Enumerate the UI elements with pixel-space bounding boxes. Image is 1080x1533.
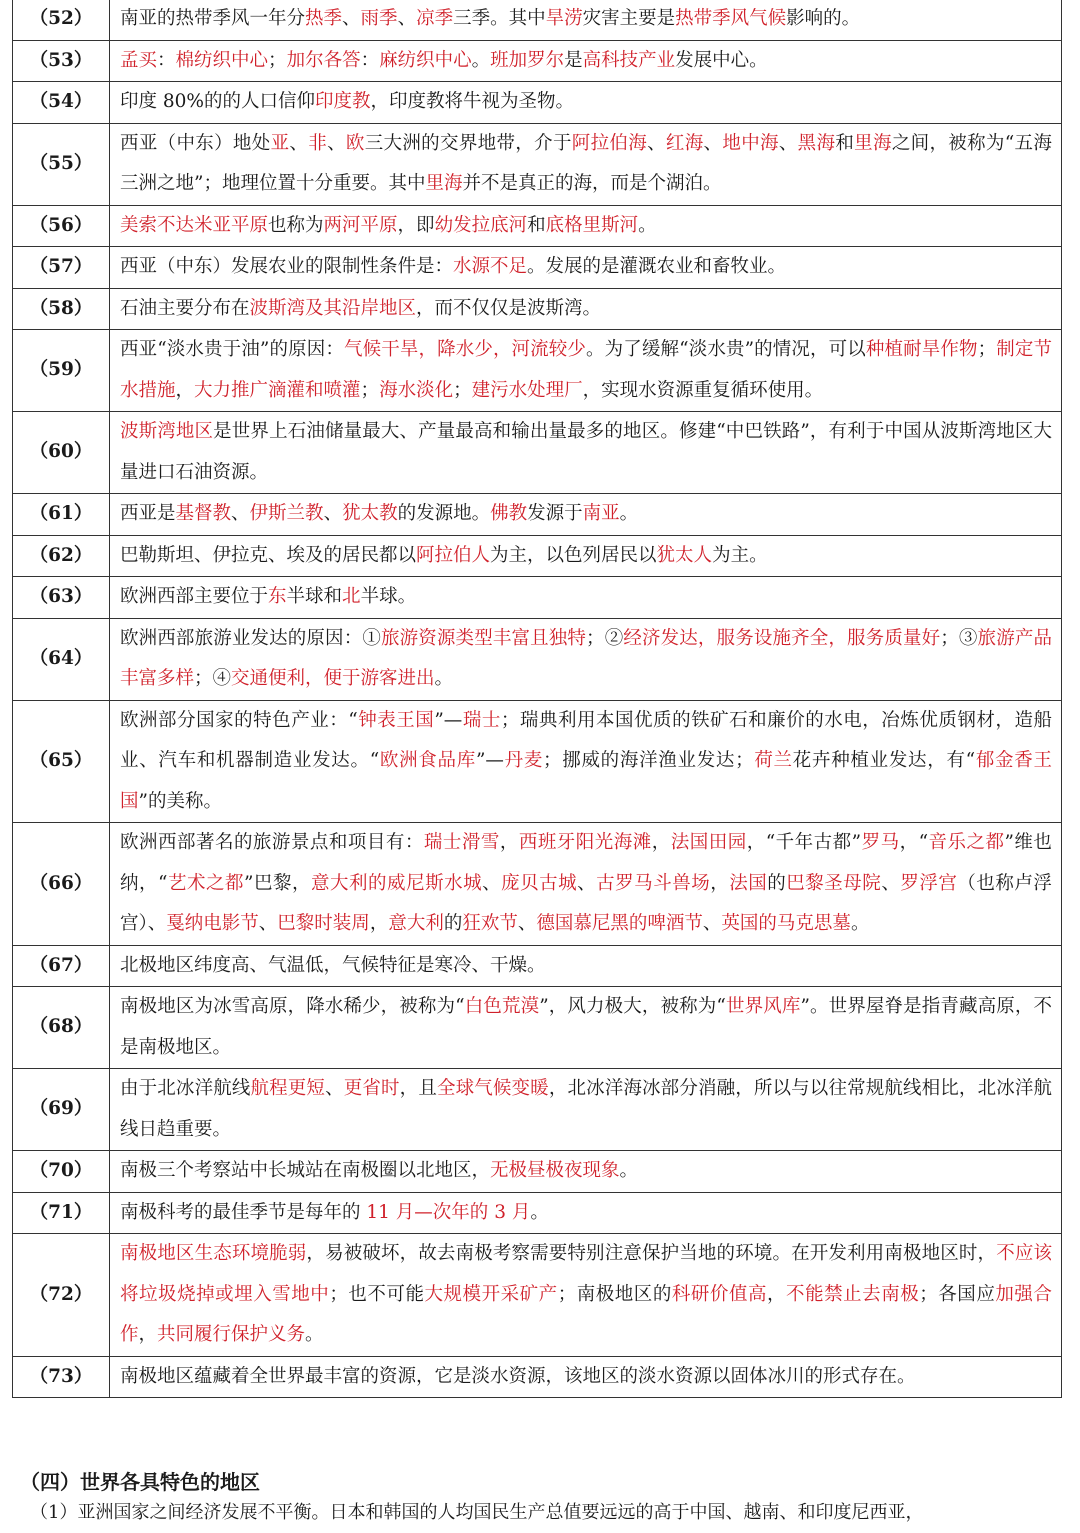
highlighted-term: 白色荒漠	[464, 996, 540, 1017]
note-text	[110, 823, 1062, 946]
note-text-segment: 、	[327, 132, 346, 154]
note-row	[13, 82, 1062, 124]
note-text-segment: ，	[499, 832, 519, 853]
note-text-segment: 。为了缓解“淡水贵”的情况，可以	[586, 339, 866, 360]
note-text-segment: 、	[258, 913, 278, 934]
note-text-segment: 。	[471, 49, 491, 71]
note-text-segment: 、	[482, 872, 502, 894]
note-text	[110, 1356, 1062, 1398]
highlighted-term: 瑞士	[462, 709, 501, 731]
note-row	[13, 205, 1062, 247]
note-number: （58）	[13, 288, 110, 330]
note-text	[110, 1192, 1062, 1234]
highlighted-term: 大规模开采矿产	[424, 1283, 558, 1305]
notes-table-body	[13, 0, 1062, 1398]
note-text-segment: 。	[850, 913, 870, 934]
note-text	[110, 494, 1062, 536]
note-text	[110, 40, 1062, 82]
note-text-segment: 南极地区蕴藏着全世界最丰富的资源，它是淡水资源，该地区的淡水资源以固体冰川的形式存在。	[120, 1365, 916, 1387]
note-text	[110, 288, 1062, 330]
note-number: （71）	[13, 1192, 110, 1234]
note-text-segment: ，北冰洋海冰部分消融，所以与以往常规航线相比，北冰洋航线日趋重要。	[120, 1078, 1052, 1140]
note-number: （53）	[13, 40, 110, 82]
highlighted-term: 丹麦	[503, 750, 544, 771]
highlighted-term: 德国慕尼黑的啤酒节	[536, 913, 703, 934]
highlighted-term: 棉纺织中心	[175, 49, 269, 71]
note-text-segment: 南极地区为冰雪高原，降水稀少，被称为“	[120, 996, 465, 1017]
highlighted-term: 狂欢节	[462, 913, 518, 934]
notes-sheet	[12, 0, 1062, 1398]
note-row	[13, 535, 1062, 577]
highlighted-term: 共同履行保护义务	[157, 1324, 306, 1345]
note-text-segment: 。	[305, 1324, 324, 1345]
note-text-segment: ”。世界屋脊是指青藏高原，不是南极地区。	[120, 996, 1052, 1058]
note-text-segment: 的	[767, 872, 787, 894]
note-text-segment: 。	[434, 668, 454, 689]
note-row	[13, 40, 1062, 82]
note-text-segment: ：	[360, 49, 380, 71]
note-text	[110, 1234, 1062, 1357]
note-number: （56）	[13, 205, 110, 247]
note-text-segment: ，	[651, 832, 671, 853]
note-text-segment: 、	[577, 872, 597, 894]
note-text-segment: 巴勒斯坦、伊拉克、埃及的居民都以	[120, 544, 417, 566]
note-text-segment: 花卉种植业发达，有“	[792, 750, 976, 771]
highlighted-term: 气候干旱，降水少，河流较少	[343, 339, 587, 360]
note-text-segment: ”—	[475, 750, 504, 771]
note-text-segment: ；挪威的海洋渔业发达；	[543, 750, 754, 771]
note-row	[13, 945, 1062, 987]
note-number: （63）	[13, 577, 110, 619]
note-row	[13, 412, 1062, 494]
note-text-segment: （也称卢浮宫）、	[120, 872, 1052, 934]
note-text-segment: 、	[342, 8, 361, 29]
note-text-segment: 石油主要分布在	[120, 297, 250, 319]
highlighted-term: 北	[342, 586, 361, 607]
note-text-segment: 、	[778, 132, 798, 154]
note-text-segment: 和	[835, 132, 855, 154]
highlighted-term: 古罗马斗兽场	[596, 872, 711, 894]
note-text-segment: 三大洲的交界地带，介于	[364, 132, 572, 154]
highlighted-term: 凉季	[416, 8, 454, 29]
note-text-segment: ，而不仅仅是波斯湾。	[416, 297, 602, 319]
highlighted-term: 旅游资源类型丰富且独特	[380, 627, 587, 649]
note-number: （69）	[13, 1069, 110, 1151]
highlighted-term: 亚	[270, 132, 290, 154]
note-number: （60）	[13, 412, 110, 494]
note-text	[110, 535, 1062, 577]
highlighted-term: 戛纳电影节	[166, 913, 259, 934]
note-text-segment: 西亚“淡水贵于油”的原因：	[120, 339, 344, 360]
note-number: （66）	[13, 823, 110, 946]
note-number: （55）	[13, 123, 110, 205]
highlighted-term: 瑞士滑雪	[423, 832, 500, 853]
note-text-segment: 欧洲西部主要位于	[120, 586, 269, 607]
note-text-segment: ；	[977, 339, 997, 360]
note-text-segment: ”，风力极大，被称为“	[539, 996, 726, 1017]
highlighted-term: 经济发达，服务设施齐全，服务质量好	[623, 627, 941, 649]
note-text-segment: ；③	[940, 627, 978, 649]
highlighted-term: 罗马	[861, 832, 900, 853]
note-text-segment: 。	[619, 1160, 639, 1181]
highlighted-term: 无极昼极夜现象	[490, 1160, 620, 1181]
highlighted-term: 红海	[665, 132, 704, 154]
highlighted-term: 巴黎时装周	[277, 913, 370, 934]
highlighted-term: 犹太教	[342, 503, 398, 524]
note-text-segment: 是世界上石油储量最大、产量最高和输出量最多的地区。修建“中巴铁路”，有利于中国从波斯湾地区大量进口石油资源。	[120, 421, 1052, 483]
highlighted-term: 旅游产品丰富多样	[120, 627, 1052, 689]
note-text-segment: 、	[702, 913, 722, 934]
note-text	[110, 205, 1062, 247]
note-text-segment: 、	[517, 913, 537, 934]
highlighted-term: 英国的马克思墓	[721, 913, 851, 934]
note-text-segment: ，	[175, 379, 195, 401]
note-text-segment: 西亚是	[120, 503, 176, 524]
note-text-segment: ”巴黎，	[244, 872, 312, 894]
note-text-segment: 南极三个考察站中长城站在南极圈以北地区，	[120, 1160, 491, 1181]
note-row	[13, 0, 1062, 40]
highlighted-term: 基督教	[175, 503, 232, 524]
note-row	[13, 823, 1062, 946]
note-text-segment: 半球。	[360, 586, 417, 607]
highlighted-term: 热带季风气候	[675, 8, 787, 29]
note-text-segment: 。	[638, 214, 657, 236]
highlighted-term: 欧洲食品库	[379, 750, 476, 771]
highlighted-term: 阿拉伯海	[571, 132, 648, 154]
note-number: （68）	[13, 987, 110, 1069]
note-text-segment: ：	[157, 49, 176, 71]
highlighted-term: 科研价值高	[671, 1283, 768, 1305]
note-text-segment: 和	[527, 214, 546, 236]
note-text-segment: 的	[443, 913, 463, 934]
note-text-segment: ；②	[586, 627, 624, 649]
note-row	[13, 577, 1062, 619]
highlighted-term: 罗浮宫	[900, 872, 958, 894]
note-text	[110, 945, 1062, 987]
highlighted-term: 法国	[729, 872, 768, 894]
highlighted-term: 高科技产业	[582, 49, 676, 71]
note-text-segment: ，印度教将牛视为圣物。	[370, 91, 575, 112]
highlighted-term: 佛教	[490, 503, 528, 524]
note-text-segment: ，且	[399, 1078, 437, 1099]
note-text-segment: 、	[703, 132, 723, 154]
note-text-segment: 的发源地。	[397, 503, 491, 524]
note-text-segment: 为主。	[712, 544, 768, 566]
note-text-segment: 发展中心。	[675, 49, 768, 71]
note-number: （54）	[13, 82, 110, 124]
highlighted-term: 波斯湾及其沿岸地区	[249, 297, 417, 319]
note-text	[110, 0, 1062, 40]
highlighted-term: 庞贝古城	[501, 872, 578, 894]
highlighted-term: 海水淡化	[379, 379, 454, 401]
note-text-segment: ，	[138, 1324, 158, 1345]
highlighted-term: 底格里斯河	[545, 214, 639, 236]
note-row	[13, 700, 1062, 823]
note-text	[110, 618, 1062, 700]
note-row	[13, 247, 1062, 289]
highlighted-term: 水源不足	[453, 256, 528, 277]
note-text	[110, 1151, 1062, 1193]
note-text-segment: 影响的。	[786, 8, 861, 29]
note-number: （73）	[13, 1356, 110, 1398]
note-row	[13, 1234, 1062, 1357]
highlighted-term: 热季	[305, 8, 343, 29]
section-heading: （四）世界各具特色的地区	[20, 1470, 260, 1494]
note-text-segment: ”的美称。	[138, 790, 222, 812]
highlighted-term: 不应该将垃圾烧掉或埋入雪地中	[120, 1243, 1052, 1305]
note-text-segment: ；④	[194, 668, 232, 689]
note-text-segment: 南极科考的最佳季节是每年的	[120, 1201, 367, 1223]
note-text-segment: ，	[710, 872, 730, 894]
note-text-segment: 为主，以色列居民以	[490, 544, 657, 566]
note-text	[110, 123, 1062, 205]
note-text-segment: 是	[564, 49, 583, 71]
highlighted-term: 意大利	[388, 913, 444, 934]
note-number: （62）	[13, 535, 110, 577]
note-text	[110, 987, 1062, 1069]
note-text-segment: ；	[268, 49, 287, 71]
note-row	[13, 330, 1062, 412]
highlighted-term: 旱涝	[545, 8, 583, 29]
note-text-segment: 印度 80%的的人口信仰	[120, 91, 316, 112]
highlighted-term: 黑海	[797, 132, 836, 154]
highlighted-term: 更省时	[343, 1078, 400, 1099]
note-row	[13, 1356, 1062, 1398]
note-text-segment: 。发展的是灌溉农业和畜牧业。	[527, 256, 787, 277]
section-intro-paragraph: （1）亚洲国家之间经济发展不平衡。日本和韩国的人均国民生产总值要远远的高于中国、越南、和印度尼西亚，	[30, 1502, 924, 1523]
highlighted-term: 制定节水措施	[120, 339, 1052, 401]
note-text-segment: ；瑞典利用本国优质的铁矿石和廉价的水电，冶炼优质钢材，造船业、汽车和机器制造业发达。“	[120, 709, 1052, 771]
note-row	[13, 618, 1062, 700]
note-text-segment: ”维也纳，“	[120, 832, 1052, 894]
note-text-segment: 也称为	[268, 214, 324, 236]
highlighted-term: 不能禁止去南极	[786, 1283, 920, 1305]
highlighted-term: 南亚	[582, 503, 620, 524]
highlighted-term: 里海	[425, 173, 463, 194]
note-text	[110, 330, 1062, 412]
highlighted-term: 大力推广滴灌和喷灌	[194, 379, 361, 401]
highlighted-term: 欧	[345, 132, 365, 154]
notes-table	[12, 0, 1062, 1398]
note-text-segment: 三季。其中	[453, 8, 546, 29]
highlighted-term: 音乐之都	[928, 832, 1005, 853]
note-text-segment: ，	[767, 1283, 787, 1305]
highlighted-term: 艺术之都	[167, 872, 245, 894]
note-number: （61）	[13, 494, 110, 536]
highlighted-term: 非	[308, 132, 328, 154]
highlighted-term: 犹太人	[656, 544, 713, 566]
note-number: （64）	[13, 618, 110, 700]
note-text-segment: 、	[323, 503, 343, 524]
note-text-segment: 、	[325, 1078, 344, 1099]
note-text-segment: 之间，被称为“五海三洲之地”；地理位置十分重要。其中	[120, 132, 1052, 194]
note-text-segment: ，即	[397, 214, 435, 236]
highlighted-term: 西班牙阳光海滩	[518, 832, 652, 853]
highlighted-term: 南极地区生态环境脆弱	[120, 1243, 307, 1264]
note-row	[13, 987, 1062, 1069]
note-text-segment: 西亚（中东）地处	[120, 132, 271, 154]
highlighted-term: 钟表王国	[357, 709, 435, 731]
note-text-segment: ；也不可能	[329, 1283, 425, 1305]
note-text	[110, 82, 1062, 124]
highlighted-term: 航程更短	[250, 1078, 326, 1099]
note-number: （52）	[13, 0, 110, 40]
highlighted-term: 美索不达米亚平原	[120, 214, 269, 236]
note-text-segment: ，“	[899, 832, 929, 853]
note-text-segment: 、	[397, 8, 417, 29]
highlighted-term: 种植耐旱作物	[865, 339, 978, 360]
highlighted-term: 伊斯兰教	[249, 503, 324, 524]
note-text-segment: 发源于	[527, 503, 583, 524]
highlighted-term: 地中海	[722, 132, 779, 154]
note-number: （57）	[13, 247, 110, 289]
note-text-segment: 、	[647, 132, 666, 154]
note-text-segment: 并不是真正的海，而是个湖泊。	[462, 173, 722, 194]
highlighted-term: 荷兰	[753, 750, 793, 771]
note-text	[110, 700, 1062, 823]
note-text-segment: 。	[619, 503, 639, 524]
note-row	[13, 1069, 1062, 1151]
highlighted-term: 阿拉伯人	[416, 544, 491, 566]
highlighted-term: 两河平原	[323, 214, 398, 236]
note-text	[110, 1069, 1062, 1151]
note-text-segment: ；	[360, 379, 380, 401]
highlighted-term: 意大利的威尼斯水城	[311, 872, 483, 894]
highlighted-term: 交通便利，便于游客进出	[231, 668, 435, 689]
note-text-segment: 北极地区纬度高、气温低，气候特征是寒冷、干燥。	[120, 954, 546, 976]
highlighted-term: 麻纺织中心	[379, 49, 472, 71]
note-text-segment: 、	[231, 503, 250, 524]
note-number: （65）	[13, 700, 110, 823]
note-text-segment: 灾害主要是	[582, 8, 676, 29]
note-text-segment: ；	[453, 379, 472, 401]
highlighted-term: 全球气候变暖	[436, 1078, 549, 1099]
highlighted-term: 孟买	[120, 49, 158, 71]
highlighted-term: 幼发拉底河	[434, 214, 528, 236]
highlighted-term: 加强合作	[120, 1283, 1052, 1345]
highlighted-term: 波斯湾地区	[120, 421, 214, 442]
note-text-segment: ”—	[434, 709, 463, 731]
note-text-segment: ；南极地区的	[557, 1283, 672, 1305]
note-text-segment: 欧洲西部旅游业发达的原因：①	[120, 627, 381, 649]
highlighted-term: 东	[268, 586, 287, 607]
note-text	[110, 577, 1062, 619]
note-row	[13, 1151, 1062, 1193]
highlighted-term: 巴黎圣母院	[786, 872, 882, 894]
highlighted-term: 郁金香王国	[120, 750, 1052, 812]
highlighted-term: 11 月—次年的 3 月	[366, 1201, 531, 1223]
note-text-segment: 、	[881, 872, 901, 894]
highlighted-term: 加尔各答	[286, 49, 361, 71]
note-text-segment: ，易被破坏，故去南极考察需要特别注意保护当地的环境。在开发利用南极地区时，	[306, 1243, 997, 1264]
highlighted-term: 班加罗尔	[490, 49, 565, 71]
highlighted-term: 雨季	[360, 8, 398, 29]
note-text-segment: 欧洲西部著名的旅游景点和项目有：	[120, 832, 424, 853]
note-number: （70）	[13, 1151, 110, 1193]
highlighted-term: 印度教	[315, 91, 371, 112]
note-row	[13, 1192, 1062, 1234]
note-text-segment: ，实现水资源重复循环使用。	[582, 379, 824, 401]
note-row	[13, 288, 1062, 330]
highlighted-term: 世界风库	[725, 996, 801, 1017]
highlighted-term: 建污水处理厂	[471, 379, 583, 401]
note-text-segment: 半球和	[286, 586, 343, 607]
note-row	[13, 494, 1062, 536]
note-text-segment: ，	[369, 913, 389, 934]
note-text-segment: 南亚的热带季风一年分	[120, 8, 306, 29]
note-number: （67）	[13, 945, 110, 987]
note-text-segment: 西亚（中东）发展农业的限制性条件是：	[120, 256, 454, 277]
note-number: （59）	[13, 330, 110, 412]
note-text	[110, 412, 1062, 494]
note-text	[110, 247, 1062, 289]
note-text-segment: 。	[530, 1201, 549, 1223]
note-number: （72）	[13, 1234, 110, 1357]
note-row	[13, 123, 1062, 205]
note-text-segment: 由于北冰洋航线	[120, 1078, 251, 1099]
note-text-segment: ，“千年古都”	[746, 832, 862, 853]
note-text-segment: 、	[289, 132, 309, 154]
highlighted-term: 法国田园	[670, 832, 747, 853]
note-text-segment: ；各国应	[919, 1283, 996, 1305]
note-text-segment: 欧洲部分国家的特色产业：“	[120, 709, 358, 731]
highlighted-term: 里海	[854, 132, 892, 154]
